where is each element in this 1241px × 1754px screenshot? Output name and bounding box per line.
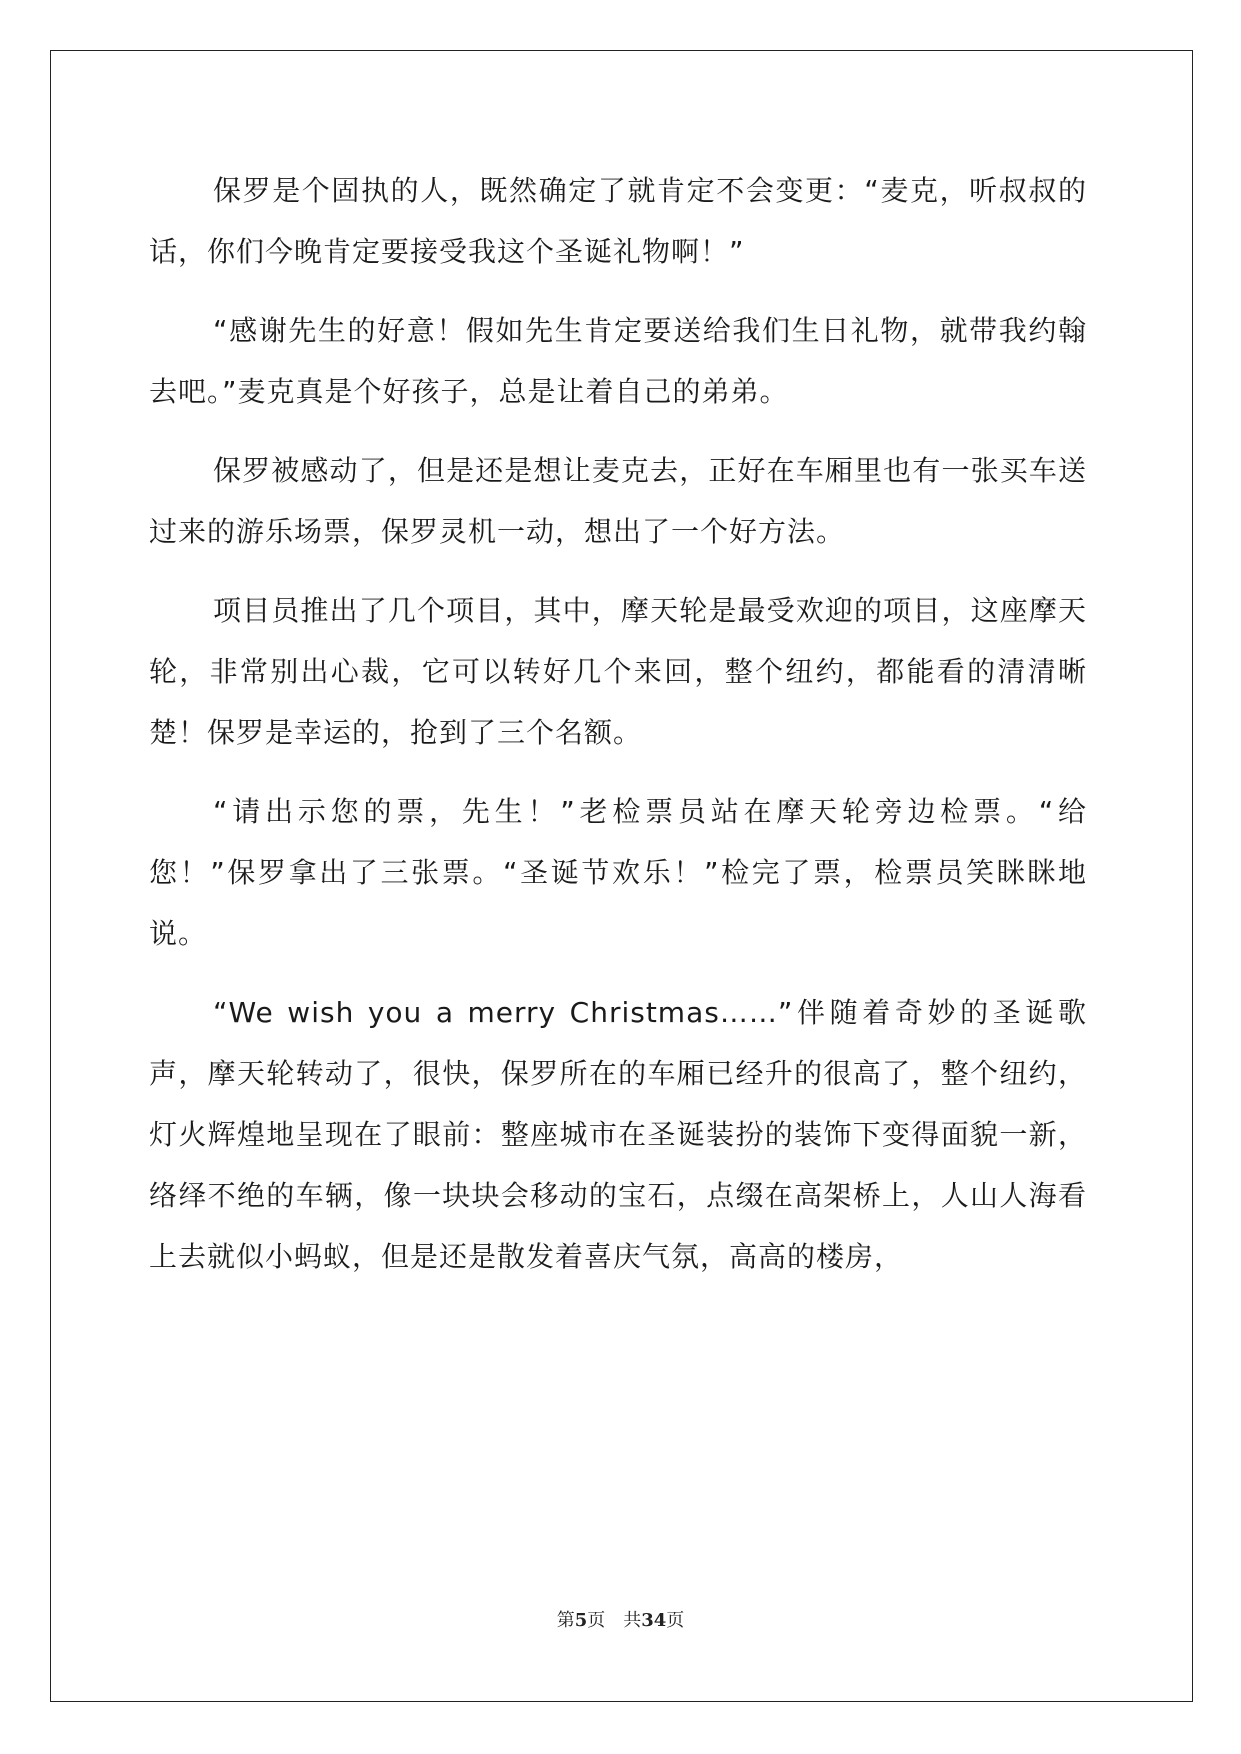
paragraph-1: 保罗是个固执的人，既然确定了就肯定不会变更：“麦克，听叔叔的话，你们今晚肯定要接受我这个圣诞礼物啊！” [149,174,1087,268]
total-suffix: 页 [666,1610,685,1631]
paragraph-3: 保罗被感动了，但是还是想让麦克去，正好在车厢里也有一张买车送过来的游乐场票，保罗灵机一动，想出了一个好方法。 [149,454,1087,548]
paragraph-4: 项目员推出了几个项目，其中，摩天轮是最受欢迎的项目，这座摩天轮，非常别出心裁，它可以转好几个来回，整个纽约，都能看的清清晰楚！保罗是幸运的，抢到了三个名额。 [149,594,1087,749]
page-number: 5 [574,1610,588,1631]
page-suffix: 页 [587,1610,606,1631]
document-body [149,160,1087,1305]
page-prefix: 第 [556,1610,575,1631]
paragraph-2: “感谢先生的好意！假如先生肯定要送给我们生日礼物，就带我约翰去吧。”麦克真是个好孩子，总是让着自己的弟弟。 [149,314,1087,408]
total-prefix: 共 [623,1610,642,1631]
total-pages: 34 [641,1610,667,1631]
paragraph-5: “请出示您的票，先生！”老检票员站在摩天轮旁边检票。“给您！”保罗拿出了三张票。“圣诞节欢乐！”检完了票，检票员笑眯眯地说。 [149,795,1087,950]
page-footer [0,1606,1241,1632]
paragraph-6: “We wish you a merry Christmas……”伴随着奇妙的圣诞歌声，摩天轮转动了，很快，保罗所在的车厢已经升的很高了，整个纽约，灯火辉煌地呈现在了眼前：整座城市在圣诞装扮的装饰下变得面貌一新，络绎不绝的车辆，像一块块会移动的宝石，点缀在高架桥上，人山人海看上去就似小蚂蚁，但是还是散发着喜庆气氛，高高的楼房， [149,996,1087,1273]
